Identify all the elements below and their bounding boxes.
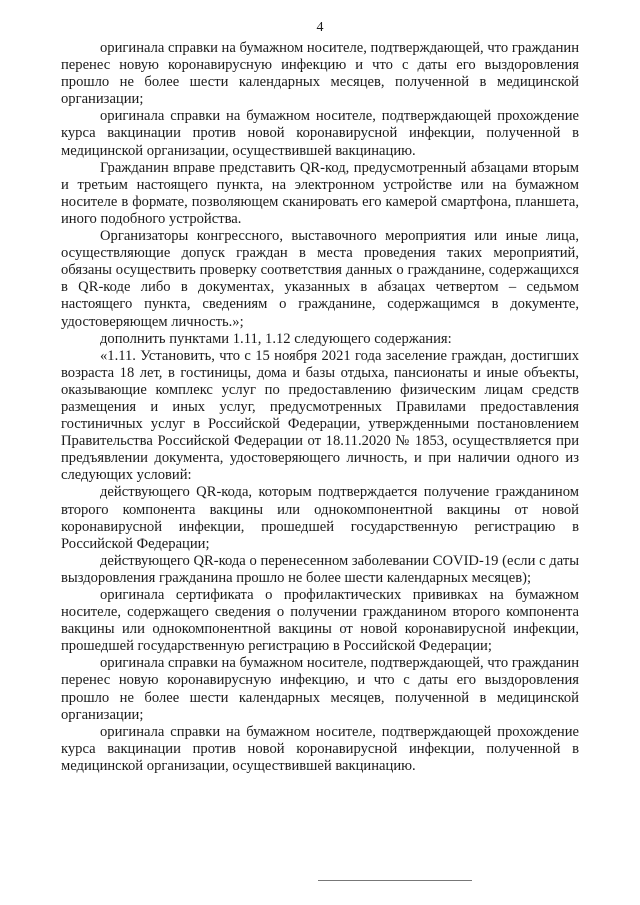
paragraph-qr-code-format: Гражданин вправе представить QR-код, предусмотренный абзацами вторым и третьим настоящего пункта, на электронном устройстве или на бумажном носителе в формате, позволяющем сканировать его камерой смартфона, планшета, иного подобного устройства. (61, 159, 579, 227)
paragraph-clause-1-11: «1.11. Установить, что с 15 ноября 2021 года заселение граждан, достигших возраста 18 лет, в гостиницы, дома и базы отдыха, пансионаты и иные объекты, оказывающие комплекс услуг по предоставлению физическим лицам средств размещения и иных услуг, предусмотренных Правилами предоставления гостиничных услуг в Российской Федерации, утвержденными постановлением Правительства Российской Федерации от 18.11.2020 № 1853, осуществляется при предъявлении документа, удостоверяющего личность, и при наличии одного из следующих условий: (61, 347, 579, 484)
paragraph-certificate-vaccination: оригинала справки на бумажном носителе, подтверждающей прохождение курса вакцинации против новой коронавирусной инфекции, полученной в медицинской организации, осуществившей вакцинацию. (61, 108, 579, 159)
paragraph-paper-recovery-certificate: оригинала справки на бумажном носителе, подтверждающей, что гражданин перенес новую коронавирусную инфекцию, и что с даты его выздоровления прошло не более шести календарных месяцев, полученной в медицинской организации; (61, 655, 579, 723)
scan-edge-line (318, 880, 472, 881)
page-number: 4 (316, 20, 324, 35)
paragraph-paper-vaccination-certificate: оригинала сертификата о профилактических прививках на бумажном носителе, содержащего сведения о получении гражданином второго компонента вакцины или однокомпонентной вакцины от новой коронавирусной инфекции, прошедшей государственную регистрацию в Российской Федерации; (61, 587, 579, 655)
paragraph-qr-covid-recovered: действующего QR-кода о перенесенном заболевании COVID-19 (если с даты выздоровления гражданина прошло не более шести календарных месяцев); (61, 552, 579, 586)
paragraph-qr-vaccination: действующего QR-кода, которым подтверждается получение гражданином второго компонента вакцины или однокомпонентной вакцины от новой коронавирусной инфекции, прошедшей государственную регистрацию в Российской Федерации; (61, 484, 579, 552)
paragraph-amendment-intro: дополнить пунктами 1.11, 1.12 следующего содержания: (100, 330, 452, 347)
paragraph-organizers-duty: Организаторы конгрессного, выставочного мероприятия или иные лица, осуществляющие допуск граждан в места проведения таких мероприятий, обязаны осуществить проверку соответствия данных о гражданине, содержащихся в QR-коде либо в документах, указанных в абзацах четвертом – седьмом настоящего пункта, сведениям о гражданине, содержащимся в документе, удостоверяющем личность.»; (61, 228, 579, 330)
paragraph-paper-vaccination-course: оригинала справки на бумажном носителе, подтверждающей прохождение курса вакцинации против новой коронавирусной инфекции, полученной в медицинской организации, осуществившей вакцинацию. (61, 723, 579, 774)
document-body (61, 40, 579, 775)
paragraph-certificate-recovery: оригинала справки на бумажном носителе, подтверждающей, что гражданин перенес новую коронавирусную инфекцию и что с даты его выздоровления прошло не более шести календарных месяцев, полученной в медицинской организации; (61, 40, 579, 108)
